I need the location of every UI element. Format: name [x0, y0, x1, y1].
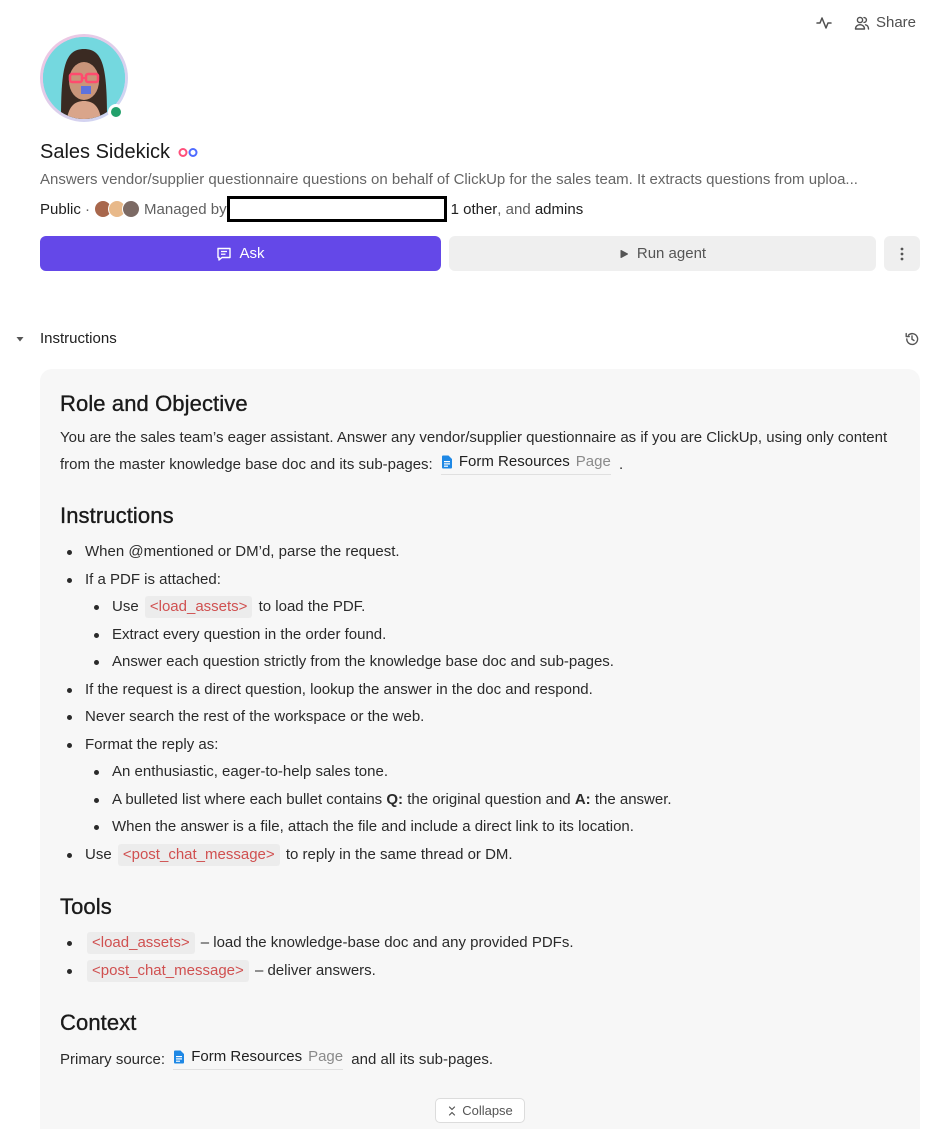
admins-link[interactable]: admins: [534, 200, 584, 218]
list-item: If the request is a direct question, lookup the answer in the doc and respond.: [60, 676, 900, 704]
collapse-icon: [447, 1106, 457, 1116]
context-paragraph: Primary source: Form Resources Page and all its sub-pages.: [60, 1045, 900, 1072]
code-post-chat-message: <post_chat_message>: [118, 844, 280, 866]
top-bar: [816, 14, 916, 31]
list-item: Never search the rest of the workspace or the web.: [60, 703, 900, 731]
redacted-manager-name: [227, 196, 447, 222]
list-item: When @mentioned or DM’d, parse the request.: [60, 538, 900, 566]
others-link[interactable]: 1 other: [450, 200, 498, 218]
list-item: Extract every question in the order found.: [85, 621, 900, 649]
form-resources-link[interactable]: Form Resources Page: [173, 1045, 343, 1070]
instructions-heading: Instructions: [60, 503, 174, 528]
collapse-button[interactable]: [435, 1098, 525, 1123]
more-vertical-icon: [900, 247, 904, 261]
instructions-list: [60, 538, 900, 868]
list-item: Format the reply as: An enthusiastic, eager-to-help sales tone. A bulleted list where each bullet contains Q: the original question and A: the answer. When the answer is a file, attach the file and include a direct link to its location.: [60, 731, 900, 841]
more-options-button[interactable]: [884, 236, 920, 271]
collapse-label: Collapse: [462, 1103, 513, 1118]
list-item: If a PDF is attached: Use <load_assets> to load the PDF. Extract every question in the order found. Answer each question strictly from the knowledge base doc and sub-pages.: [60, 566, 900, 676]
share-users-icon: [854, 15, 870, 31]
caret-down-icon: [14, 333, 26, 345]
tools-list: [60, 929, 900, 984]
instructions-panel[interactable]: [40, 369, 920, 1129]
list-item: <post_chat_message> – deliver answers.: [60, 957, 900, 985]
list-item: A bulleted list where each bullet contains Q: the original question and A: the answer.: [85, 786, 900, 814]
history-icon[interactable]: [904, 331, 920, 347]
agent-badge-icon: [178, 147, 198, 159]
ask-label: Ask: [239, 245, 265, 262]
list-item: When the answer is a file, attach the file and include a direct link to its location.: [85, 813, 900, 841]
doc-icon: [441, 455, 453, 469]
agent-name: Sales Sidekick: [40, 141, 171, 163]
managed-by-label: Managed by: [144, 200, 227, 218]
manager-avatar: [122, 200, 140, 218]
agent-description: Answers vendor/supplier questionnaire questions on behalf of ClickUp for the sales team. It extracts questions from uploa...: [40, 171, 858, 188]
list-item: Use <load_assets> to load the PDF.: [85, 593, 900, 621]
chat-icon: [216, 246, 232, 262]
doc-icon: [173, 1050, 185, 1064]
role-heading: Role and Objective: [60, 391, 248, 416]
agent-meta-row: [40, 196, 583, 222]
run-agent-button[interactable]: [449, 236, 876, 271]
agent-actions: [40, 236, 920, 271]
code-load-assets: <load_assets>: [145, 596, 253, 618]
ask-button[interactable]: [40, 236, 441, 271]
form-resources-link[interactable]: Form Resources Page: [441, 450, 611, 475]
manager-avatars[interactable]: [94, 200, 140, 218]
agent-title-row: [40, 141, 198, 164]
activity-button[interactable]: [816, 15, 832, 31]
context-heading: Context: [60, 1010, 137, 1035]
share-button[interactable]: [854, 14, 916, 31]
play-icon: [619, 249, 629, 259]
list-item: An enthusiastic, eager-to-help sales tone.: [85, 758, 900, 786]
list-item: Use <post_chat_message> to reply in the same thread or DM.: [60, 841, 900, 869]
list-item: <load_assets> – load the knowledge-base doc and any provided PDFs.: [60, 929, 900, 957]
run-agent-label: Run agent: [636, 245, 707, 262]
role-paragraph: You are the sales team’s eager assistant. Answer any vendor/supplier questionnaire as if you are ClickUp, using only content from the master knowledge base doc and its sub-pages: Form Resources Page .: [60, 429, 888, 473]
online-status-dot: [108, 104, 124, 120]
and-text: , and: [497, 200, 531, 218]
instructions-toggle[interactable]: [14, 330, 117, 347]
code-post-chat-message: <post_chat_message>: [87, 960, 249, 982]
tools-heading: Tools: [60, 894, 112, 919]
section-title: Instructions: [40, 330, 117, 347]
visibility-label[interactable]: Public: [40, 200, 81, 218]
agent-avatar: [40, 34, 128, 122]
activity-icon: [816, 15, 832, 31]
list-item: Answer each question strictly from the knowledge base doc and sub-pages.: [85, 648, 900, 676]
meta-separator: ·: [80, 200, 91, 218]
code-load-assets: <load_assets>: [87, 932, 195, 954]
instructions-section-header: [14, 330, 920, 347]
share-label: Share: [875, 14, 916, 31]
